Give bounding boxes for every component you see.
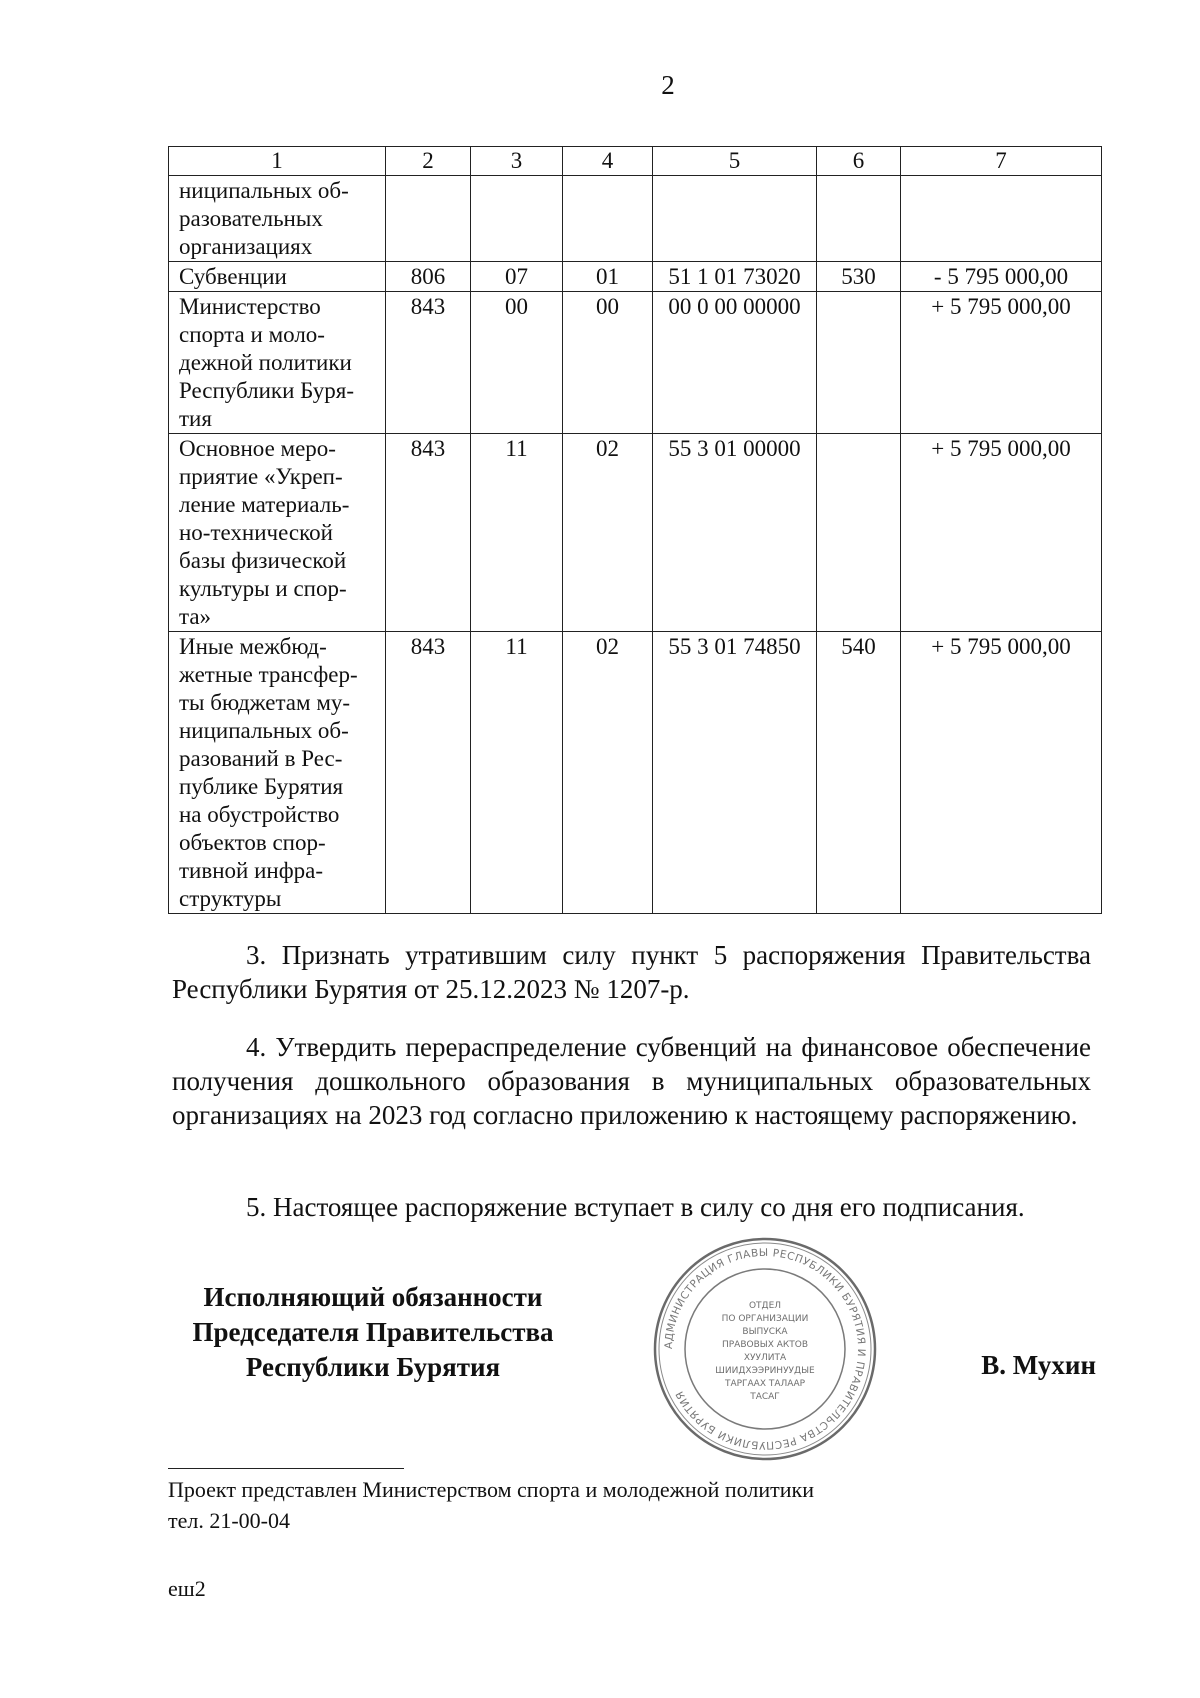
cell: [901, 176, 1102, 262]
row-name-cell: Основное меро- приятие «Укреп- ление материаль- но-технической базы физической культуры и спор- та»: [169, 434, 386, 632]
cell: 00: [563, 292, 653, 434]
cell: - 5 795 000,00: [901, 262, 1102, 292]
cell: 11: [471, 434, 563, 632]
seal-text-line: ТАСАГ: [750, 1392, 780, 1402]
signatory-title: [168, 1280, 578, 1385]
cell: 530: [817, 262, 901, 292]
table-row: [169, 292, 1102, 434]
seal-ring-text: АДМИНИСТРАЦИЯ ГЛАВЫ РЕСПУБЛИКИ БУРЯТИЯ И ПРАВИТЕЛЬСТВА РЕСПУБЛИКИ БУРЯТИЯ: [662, 1246, 868, 1452]
table-row: [169, 176, 1102, 262]
seal-text-line: ХУУЛИТА: [743, 1353, 787, 1363]
cell: 843: [386, 632, 471, 914]
paragraph-3: 3. Признать утратившим силу пункт 5 распоряжения Правительства Республики Бурятия от 25.12.2023 № 1207-р.: [172, 940, 1091, 1004]
cell: 01: [563, 262, 653, 292]
cell: 07: [471, 262, 563, 292]
cell: + 5 795 000,00: [901, 632, 1102, 914]
cell: 00 0 00 00000: [653, 292, 817, 434]
budget-table: [168, 146, 1102, 914]
seal-text-line: ОТДЕЛ: [748, 1301, 782, 1311]
cell: [817, 292, 901, 434]
row-name-cell: Министерство спорта и моло- дежной политики Республики Буря- тия: [169, 292, 386, 434]
cell: 540: [817, 632, 901, 914]
cell: 806: [386, 262, 471, 292]
seal-text-line: ТАРГААХ ТАЛААР: [724, 1379, 806, 1389]
cell: 11: [471, 632, 563, 914]
header-cell: 7: [901, 147, 1102, 176]
cell: 02: [563, 434, 653, 632]
header-cell: 6: [817, 147, 901, 176]
cell: 55 3 01 00000: [653, 434, 817, 632]
seal-text-line: ПРАВОВЫХ АКТОВ: [721, 1340, 809, 1350]
cell: 843: [386, 434, 471, 632]
row-name-cell: ниципальных об- разовательных организациях: [169, 176, 386, 262]
header-cell: 4: [563, 147, 653, 176]
cell: [817, 434, 901, 632]
cell: [471, 176, 563, 262]
row-name-cell: Субвенции: [169, 262, 386, 292]
footnote-line: тел. 21-00-04: [168, 1508, 291, 1533]
signatory-name: В. Мухин: [981, 1350, 1096, 1380]
table-row: [169, 632, 1102, 914]
cell: 51 1 01 73020: [653, 262, 817, 292]
seal-text-line: ВЫПУСКА: [742, 1327, 788, 1337]
cell: [563, 176, 653, 262]
row-name-cell: Иные межбюд- жетные трансфер- ты бюджетам му- ниципальных об- разований в Рес- публике Бурятия на обустройство объектов спор- тивной инфра- структуры: [169, 632, 386, 914]
document-index-code: еш2: [168, 1576, 206, 1601]
table-header-row: [169, 147, 1102, 176]
signatory-title-line: Исполняющий обязанности: [203, 1282, 543, 1312]
official-seal-icon: [650, 1234, 880, 1464]
seal-text-line: ШИИДХЭЭРИНУУДЫЕ: [715, 1366, 815, 1376]
cell: + 5 795 000,00: [901, 434, 1102, 632]
header-cell: 5: [653, 147, 817, 176]
cell: [653, 176, 817, 262]
cell: 843: [386, 292, 471, 434]
table-row: [169, 262, 1102, 292]
seal-text-line: ПО ОРГАНИЗАЦИИ: [721, 1314, 809, 1324]
header-cell: 3: [471, 147, 563, 176]
table-row: [169, 434, 1102, 632]
cell: [386, 176, 471, 262]
footnote: [168, 1474, 814, 1536]
paragraph-4: 4. Утвердить перераспределение субвенций на финансовое обеспечение получения дошкольного образования в муниципальных образовательных организациях на 2023 год согласно приложению к настоящему распоряжению.: [172, 1032, 1091, 1130]
footnote-line: Проект представлен Министерством спорта и молодежной политики: [168, 1477, 814, 1502]
signatory-title-line: Председателя Правительства: [192, 1317, 554, 1347]
header-cell: 2: [386, 147, 471, 176]
footnote-divider: [168, 1468, 404, 1469]
cell: 55 3 01 74850: [653, 632, 817, 914]
signatory-title-line: Республики Бурятия: [245, 1352, 501, 1382]
cell: + 5 795 000,00: [901, 292, 1102, 434]
header-cell: 1: [169, 147, 386, 176]
paragraph-5: 5. Настоящее распоряжение вступает в силу со дня его подписания.: [246, 1192, 1025, 1222]
cell: 00: [471, 292, 563, 434]
cell: 02: [563, 632, 653, 914]
cell: [817, 176, 901, 262]
page-number: 2: [661, 70, 675, 100]
